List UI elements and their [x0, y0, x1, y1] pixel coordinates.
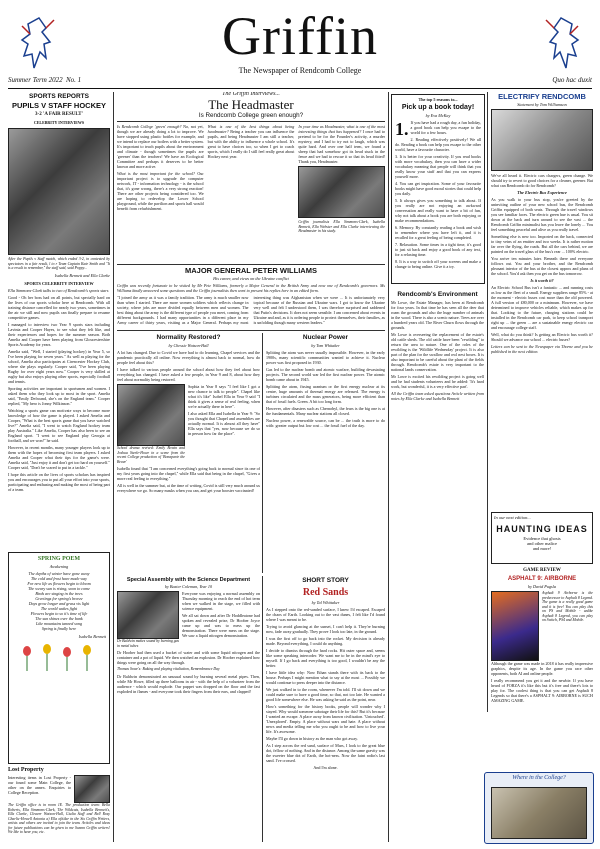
books-byline: by Eva McKay [425, 113, 451, 118]
next-edition-line: Evidence that ghosts [523, 536, 561, 541]
special-paragraph: Everyone was enjoying a normal assembly on Thursday morning to reach the end of hot term when we walked in the stage, we filled with science equipment. [182, 591, 260, 611]
electric-bus-photo [491, 109, 593, 171]
spring-poem-subtitle: Awakening [49, 564, 69, 569]
interview-q: What is the most important for the school? [117, 171, 196, 176]
sports-paragraph: I hope this article on the lives of sports scholars has inspired you and encourages you to put all your effort into your sports, participating and enthusing and making the most of being part of a team. [8, 471, 110, 492]
sports-paragraph: However, in recent months, many younger players look up to them with the hopes of becoming first team players. I asked Amelia and Cooper what their tips for the game's were. Amelia said, "Just enjoy it and don't get too hard on yourself." Cooper said, "Don't be scared to put in a tackle." [8, 444, 110, 470]
poem-line: Days grow longer and grass vis light [28, 601, 90, 606]
books-reason [395, 119, 481, 139]
reason-number: 2. [410, 137, 414, 142]
game-review-byline: by David Pugsla [528, 584, 556, 589]
sports-paragraph: I managed to interview two Year 9 sports stars including Lavinia and Cooper Hayes, to see what they felt like, and their experiences and hopes for the summer season. Both Amelia and Cooper have been playing from Gloucestershire Sports Academy for years. [8, 321, 110, 347]
sports-score: 3-2 'A FAIR RESULT' [35, 112, 83, 117]
interview-a: No, not yet, though we are already doing a lot to improve. We have stopped using plastic bottles for example, and we intend to replace our boilers with a better system. It's important to teach pupils about the environment and climate - though sometimes the pupils are 'greener' than the teachers! We have an Ecological Committee and perhaps it deserves to be better known and more active. [117, 124, 204, 169]
electrify-section [491, 92, 593, 510]
electrify-headline: ELECTRIFY RENDCOMB [498, 92, 586, 101]
books-extra: 6. Memory. By constantly reading a book and wish to remember where you have left it, and it is recalled for a great feeling of being completed. [395, 225, 481, 240]
sports-tag: CELEBRITY INTERVIEWS [33, 120, 85, 125]
column-divider [388, 92, 389, 842]
production-team-caption: The Griffin office is in room 1E. The production team: Bella Roberts, Ella Simmons-Clark, The Wildcats, Isabella Bennett's, Ella Clarke, Cleaver Watson-Hall, Giulia Staff and Bell Rosy Charlic-Howell Antonia a) Ella ofitilar in the Six Griffin Writers, artists and others are invited to join the team. Articles and ideas for future publications can be given to me Swann Griffin writers! We like to have you, etc. [8, 803, 110, 834]
story-paragraph: And I'm alone. [313, 765, 338, 770]
sports-paragraph: Good - Oh her boss had on all points, but specially hard on the lives of our sports scholar here at Rendcomb. With all training distance cancelled for nearly two years, sometimes in the air we still and now pupils can finally prepare to resume competitive games. [8, 294, 110, 320]
sports-interview-title: SPORTS CELEBRITY INTERVIEW [24, 280, 94, 286]
griffin-logo-left-icon [16, 14, 62, 72]
books-reason [395, 137, 481, 152]
electrify-subhead: Is it worth it? [530, 278, 554, 283]
environment-section [391, 290, 484, 540]
lost-property-section [8, 766, 110, 844]
headmaster-photo [298, 166, 385, 218]
spring-poem-byline: Isabella Bennett [78, 634, 106, 639]
interview-a: I once had to pretend to be for the Founder's activity, a murder mystery, and I had to try not to laugh, which was quite hard. And over one half term, we found a sheep that had somehow got its head stuck in the fence and we had to rescue it so that its head fitted! Thank you, Headmaster. [298, 129, 385, 164]
normality-paragraph: Isabella found that "I am concerned everything's going back to normal since its one of my first years going into the chapel," while Ella said that being in the chapel, "Gives a more real feeling to everything." [117, 466, 260, 481]
environment-paragraph: Mr Lowe is excited his rewilding project is going well and he had students volunteers and he added: 'It's hard work, but wonderful, it is a very effective part'. [391, 374, 484, 389]
hockey-byline: Isabella Bennett and Ella Clarke [54, 272, 110, 278]
story-paragraph: Trying to avoid glancing at the sunset, I can't help it. They're burning now, fade away gradually. They prove I look too late, in the ground. [266, 624, 385, 634]
sports-headline: PUPILS V STAFF HOCKEY [11, 101, 107, 110]
where-photo [491, 787, 587, 839]
nuclear-byline: by Tom Whitaker [311, 343, 340, 348]
special-paragraph: Dr Hoober had then used a bucket of water and with some liquid nitrogen and the container and a pot of liquid. We then watched an explosion. Dr Hoober explained how things were going on all the way through. [117, 650, 260, 665]
reason-text: You can get inspiration. Some of your favourite books might have good moral stories that could help you daily. [395, 181, 481, 196]
story-paragraph: How's something for the history books, people will wonder why I stayed. Why would someone sabotage their life for this? But it's because I wanted an escape. A place away from known civilisation. 'Untouched'. 'Unexplored'. Empty. A place without wars and hate. A place without news and media telling me who you ought to be and how to live your life. It's awesome. [266, 704, 385, 734]
story-paragraph: As I step across the red sand, surface of Mars, I look to the great blue dot, fellow of nothing. And in the distance. Among the same gravity was the sweeter blue dot of Earth, the hot-ness. Now the faint rodin's last sand. I've crossed. [266, 743, 385, 763]
normality-headline: Normality Restored? [156, 334, 221, 341]
interview-section [117, 92, 385, 262]
spring-poem-title: SPRING POEM [37, 556, 81, 562]
griffin-logo-right-icon [538, 14, 584, 72]
books-reason [395, 198, 481, 223]
game-review-label: GAME REVIEW [523, 568, 561, 573]
issue-number: No. 1 [66, 76, 82, 84]
books-reason [395, 181, 481, 196]
special-paragraph: Dr Baldwin demonstrated an unusual sound by burning several metal pipes. Then, while Mr Howe, filled up three balloons in air - with the help of a volunteer from the audience - which would explode. Our puppet was dropped on the floor and the fast exploded in flames - and everyone took their fingers from their ears, and clapped! [117, 673, 260, 694]
tulips-illustration-icon [12, 641, 106, 671]
next-edition-line: and other malice [527, 541, 557, 546]
poem-line: Greetings for spring's breeze [35, 596, 83, 601]
story-paragraph: I have little idea why: Now Ethan stands there with its back to the house. Perhaps I might mention what to say at the most ... Possibly we would continue to press deeper into the distance. [266, 670, 385, 685]
environment-paragraph: Mr Lowe, the Estate Manager, has been at Rendcomb for four years. In that time he has seen all the deer that roam the grounds and also the huge number of animals in the wood. There is also a scenic nature. Trees are over a hundred years old. The River Churn flows through the grounds. [391, 300, 484, 330]
lost-property-photo [74, 775, 110, 803]
environment-headline: Rendcomb's Environment [397, 291, 478, 298]
normality-section [117, 333, 260, 573]
nuclear-section [266, 333, 385, 573]
interview-a: Our important project is to upgrade the computer network, IT - information technology - is the school that, it's gone wrong, there's a very strong reaction! There are other projects being considered too. We are hoping to redevelop the Lower School playground, while the pavilion and sports hall would benefit from refurbishment. [117, 171, 204, 211]
poem-line: The depths of winter have gone away [28, 571, 90, 576]
books-reason [395, 154, 481, 179]
electrify-byline: Statement by Tom Williamson [517, 102, 567, 107]
electrify-closing: Letters can be sent to the Newspaper via Thorne and you be published in the next edition. [491, 344, 593, 354]
interview-q: In your time as Headmaster, what is one of the most interesting things that has happened? [298, 124, 385, 134]
books-extra: 7. Relaxation. Some times in a tight time, it's good to just sit back and enjoy a good book of any text, for a relaxing time. [395, 242, 481, 257]
story-section-label: SHORT STORY [302, 577, 349, 584]
reason-text: Reading effectively positively! We all do. Reading a book can help you escape to the other world, have a favourite character. [395, 137, 481, 152]
environment-paragraph: Mr Lowe is overseeing the replacement of the estate's old cattle sheds. The old cattle have been "rewilding" to return the area to nature. One of the roles of the rewilding is the 'Wildlife Wednesday' project. It is also part of the plan for the swallow and owl nest boxes. It is also important to be careful about the plant of the fields through. Rendcomb's estate is very important to the national lands conservation. [391, 332, 484, 372]
school-motto: Quo hac duxit [552, 76, 592, 84]
books-box-title: The top 5 reasons to... [418, 97, 458, 102]
electrify-paragraph: Well, what do you think? Is getting an Electric bus worth it? Should we advance our school ... electric buses? [491, 332, 593, 342]
special-byline: by Baxter Coleman, Year 10 [164, 584, 213, 589]
column-divider [487, 92, 488, 712]
drama-caption: School drama revived: Emily Bowin and Joshua Steele-Howe in a scene from the recent College production of 'Bonaparte the Brave' [117, 446, 185, 464]
drama-photo [117, 384, 185, 446]
reason-number: 5. [395, 198, 399, 203]
poem-line: For new life as flowers begin to bloom [27, 581, 91, 586]
reason-number: 4. [395, 181, 399, 186]
poem-line: Like mountains tanned song [35, 621, 83, 626]
interview-series: The Griffin Interviews... [222, 92, 280, 97]
lost-property-body: Interesting items in Lost Property - our found some Main College, the other on the annex. Enquiries to College Reception. [8, 775, 71, 795]
spring-poem-lines [12, 571, 106, 631]
nuclear-paragraph: Nuclear power, a renewable source, can be ... the truth is more to do with: greater output but low cost ... the fossil fuel of the day. [266, 418, 385, 428]
special-assembly-section [117, 576, 260, 648]
electrify-intro: We've all heard it. Electric cars chargers, green change. We should try to revert to good choices for a cleaner, greener. But what can Rendcomb do for Rendcomb? [491, 173, 593, 188]
special-paragraph: We all sat down and after Dr Hoddleatone had spoken and revealed prize, Dr Hoober Joyce came up and was to mess up the demonstration. There were mess on the stage. We saw a liquid nitrogen demonstration. [182, 613, 260, 638]
game-review-section [491, 566, 593, 764]
column-divider [113, 92, 114, 842]
poem-line: The cold and frost have made way [30, 576, 87, 581]
nuclear-paragraph: Splitting the atom was never usually impossible. However, in the early 1900s, many scientific communities wanted to achieve it. Nuclear power was first proposed in 1930. [266, 350, 385, 365]
sports-paragraph: Sporting activities are important to sportsmen and women. I asked them who they look up to most in the sport. Amelia said, "Emily Defroand, she's on the England team." Cooper replied, "My hero is Jonny Wilkinson." [8, 385, 110, 406]
section-rule [117, 264, 385, 265]
asphalt-cover-photo [491, 591, 539, 661]
nuclear-headline: Nuclear Power [302, 334, 349, 341]
poem-line: The world wakes fight [40, 606, 78, 611]
science-caption-2: Thomas Sowe's: Baking and playing vitaliation, Remembrance Day [117, 667, 220, 671]
peter-byline: His career, and views on the Ukraine conflict [213, 276, 289, 281]
electrify-paragraph: Something else is new too. Imported on the back, connected to tiny veins of an emitter and two weeks. It is rather motion far over the flying, the roads. But all the cars behind, we are painted on the travel glass of the bus's rear ... 100% electric. [491, 234, 593, 254]
peter-williams-section [117, 266, 385, 330]
sports-paragraph: Amelia said, "Well, I started (playing hockey) in Year 5, so I've been playing for seven years." As well as playing for the school, Amelia also participates at Cirencester Hockey Club, where she plays regularly. Cooper said, "I've been playing Rugby for over eight years now." Cooper is very skilled at rugby but also enjoys playing other sports, especially football and tennis. [8, 348, 110, 384]
next-edition-label: In our next edition... [494, 515, 531, 520]
game-caption: Asphalt 9 Airborne is the predecessor to Asphalt 8 Legend. The game is a really good game and it is free! You can play this on PS and Mobile - unlike Asphalt 8 Legend, you can play on Switch, PS4 and Mobile. [542, 591, 593, 622]
electrify-subhead: The Electric Bus Experience [517, 190, 567, 195]
sports-section-label: SPORTS REPORTS [29, 93, 89, 100]
edition-term: Summer Term 2022 [8, 76, 63, 84]
hockey-caption: After the Pupils v Staff match, which ended 3-2, in contested by spectators in a fair result, l to r Team Captain Kate Smith and "It is a result to remember," the staff said, said Poppy... [8, 257, 110, 270]
special-headline: Special Assembly with the Science Department [126, 577, 251, 583]
interview-a: Being a teacher you can influence the pupils, and being Headmaster I am still a teacher, but with the ability to influence a whole school. It's great to have choices too, so when I get to coach sports, which I really do I still feel really great about Hockey next year. [207, 129, 295, 159]
spring-poem-box [8, 552, 110, 764]
poem-line: The weary sun is rising, soon to come [28, 586, 90, 591]
red-sands-section [266, 576, 385, 842]
game-paragraph: I really recommend you get it and the newbie. If you have heard of FORZA it's like this but it's free and there's lots to play for. The coolest thing is that you can get Asphalt 8 Legends so that there's a ASPHALT 9: AIRBORNE is SUCH AMAZING GAME. [491, 678, 593, 703]
special-assembly-cont [117, 650, 260, 842]
reason-number: 3. [395, 154, 399, 159]
next-edition-box [491, 512, 593, 564]
masthead-title: Griffin [222, 6, 378, 66]
lost-property-title: Lost Property [8, 767, 44, 773]
where-title: Where in the College? [512, 775, 566, 781]
story-paragraph: I decide to dismiss through the hard rocks. Hit outer space and, seems like some speaking intercoder. We want me to be in the mind's eye to myself. If I go back and everything is too good, I wouldn't be any the better. [266, 648, 385, 668]
red-sands-headline: Red Sands [302, 587, 349, 598]
story-paragraph: Maybe I'll go down in history as the man who got away. [266, 736, 358, 741]
normality-paragraph: I also asked Ella and Isabella in Year 9: "So you thought that Chapel and assemblies are actually normal. It is almost all they have" Ella says that "yes, now because we do so in person how far the place". [188, 411, 260, 436]
sports-paragraph: Watching a sports game can motivate ways to become more knowledge of how the game is played. I asked Amelia and Cooper, "What is the best sports game that you have watched live?" Amelia said, "I went to watch England hockey team play Australia." Like Amelia, Cooper has also been to see an England sport. "I went to see England play Georgia at football, and we won!" he said. [8, 407, 110, 443]
dateline [8, 76, 592, 89]
hockey-photo [8, 128, 110, 255]
story-paragraph: As I stepped onto the red-sanded surface, I knew I'd escaped. Escaped the chaos of Earth. Looking out to the vast dunes, I felt like I'd found where I was meant to be. [266, 607, 385, 622]
normality-paragraph: I have talked to various people around the school about how they feel about how everything has changed. I have asked a few people, in Year 9 and 8, about how they feel about normality being restored. [117, 367, 260, 382]
next-edition-title: HAUNTING IDEAS [496, 524, 588, 534]
normality-paragraph: Sophia in Year 8 says "I feel like I got a new chance to talk to people". Chapel like what it's like" Isobel Ella in Year 9 said "I think it gives a sense of real feeling, when we're actually there in here". [188, 384, 260, 409]
peter-headline: MAJOR GENERAL PETER WILLIAMS [185, 266, 317, 275]
electrify-paragraph: An Electric School Bus isn't a fantastic ... and running costs as low as the fleet of a small. Energy suppliers range 85% - at the moment - electric buses cost more than the old powered. A full version of £80,000 or a minimum. However, we have determined to improve vehicles reliable, which makes up for that. Looking to the future, charging stations could be installed in the Rendcomb car park, to keep school transport right up ... the green ... are a sustainable energy electric car and encourage college staff. [491, 285, 593, 330]
books-headline: Pick up a book today! [401, 104, 475, 111]
normality-paragraph: All is well in the summer but, at the time of writing, Covid is still very much around us everywhere we go. So many masks when you can, and get your booster vaccinated! [117, 483, 260, 493]
headmaster-caption: Griffin journalists Ella Simmons-Clark, Isabella Bennett, Ella Webster and Ella Clarke interviewing the Headmaster in his study. [298, 220, 385, 233]
masthead-subtitle: The Newspaper of Rendcomb College [238, 66, 362, 75]
nuclear-paragraph: Gas led to the nuclear bomb and atomic warfare, building devastating projects. The second world war led the first nuclear power. The atomic bomb came about in 1945. [266, 367, 385, 382]
interview-title: The Headmaster [208, 97, 294, 112]
interview-col-3 [298, 124, 385, 236]
poem-line: Spring is finally here [41, 626, 77, 631]
poem-line: Flowers begin to so it's time of life [30, 611, 88, 616]
where-in-college-box [484, 772, 594, 844]
reason-number: 1. [395, 119, 409, 139]
game-paragraph: Although the game was made in 2018 it has really impressive graphics, despite its age. In the game you race other opponents, both AI and online people. [491, 661, 593, 676]
story-paragraph: We just walked in to the room, whenever I'm told. I'll sit down and we could make sure to have a good time, so that, not too late. He wanted a good life somewhere else. He was asking he said as the point, near. [266, 687, 385, 702]
poem-line: The sun shines over the bank [35, 616, 83, 621]
interview-q: Is Rendcomb College 'green' enough? [117, 124, 182, 129]
column-divider [262, 576, 263, 842]
electrify-paragraph: As you walk to your bus stop, you're greeted by the uninviting outline of your new school bus, the Rendcomb Griffin equipped of both seats. Through the travel windows you see familiar faces. The electric green hue is usual. You sit down at the back and turn around to see the vast ... the Rendcomb Griffin minimalist has you leave the lonely ... You feel something peaceful and alive as you really travel. [491, 197, 593, 232]
masthead [0, 8, 600, 75]
next-edition-line: and more! [532, 546, 552, 551]
game-review-headline: ASPHALT 9: AIRBORNE [507, 576, 577, 582]
column-divider [262, 333, 263, 573]
red-sands-byline: by Tal Whittaker [311, 600, 340, 605]
electrify-paragraph: You arrive ten minutes later. Beneath there and everyone follows out. You and your brother, and the Rendcomb pleasant interior of the bus at the closest approx and plans of the school. You'd ask then you get on the bus tomorrow. [491, 256, 593, 276]
reason-text: It is better for your creativity. If you read books with more vocabulary, then you can have a wider vocabulary meaning that people will think that you really know your stuff and that you can express yourself more. [395, 154, 481, 179]
books-extra: 8. It is a way to switch off your screens and make a change to being online. Give it a try. [395, 259, 481, 269]
interview-question: Is Rendcomb College green enough? [117, 112, 385, 122]
peter-intro: Griffin was recently fortunate to be visited by Mr Pete Williams, formerly a Major General in the British Army and now one of Rendcomb's governors. Ms Williams kindly answered some questions and the Griffin journalists then went to present his replies here in an edited form. [117, 283, 385, 293]
sports-interview-byline: Ella Simmons-Clark talks to two of Rendcomb's sports stars [8, 287, 109, 293]
normality-paragraph: A lot has changed. Due to Covid we have had to do learning, Chapel services and the pandemic practically all online. Now everything is almost back to normal, how do people feel about this? [117, 350, 260, 365]
nuclear-paragraph: However, after disasters such as Chernobyl, the fears is the big one is at the fundamentals. Many nuclear stations all closed. [266, 406, 385, 416]
story-paragraph: I was the first off to go back into the rocket. My decision is already made. Beyond everything, I could do anything. [266, 636, 385, 646]
reason-text: It always gives you something to talk about. If you really are not enjoying an awkward conversation and really want to have a bit of fun, why not talk about a book you are both enjoying or make recommendations. [395, 198, 481, 223]
normality-byline: by Chessie Watson-Hall [168, 343, 209, 348]
interview-col-2 [208, 124, 295, 236]
nuclear-paragraph: Splitting the atom, fissing uranium or the first energy nuclear at its centre, huge amounts of thermal energy are released. The energy is turbines circulated and the mass generators, being more efficient than that of fossil fuels. Green. A bit too long form. [266, 384, 385, 404]
poem-line: Birds are singing in the trees [35, 591, 83, 596]
science-photo [117, 591, 179, 639]
books-box [391, 94, 485, 284]
peter-body: "I joined the army as it was a family tradition. The army is much smaller now than when I started. There are more women soldiers which reflects change in society, where jobs are more divided equally between men and women. The best thing about the army is the different type of people you meet, coming from different backgrounds. I had many opportunities in a different place in my Army career of thirty years, visiting as a Major General. Perhaps my most interesting thing was Afghanistan when we were ... It is unfortunately very topical because of the Russian and Ukraine wars. I got to know the Ukraine very well and felt I understood them, I was therefore surprised and saddened that Putin's decisions. It does not seem sensible. I am concerned about events in Ukraine and and, as it is ordering people to protect themselves, their families, as is unfolding though many western leaders." [117, 295, 385, 325]
section-rule [117, 330, 385, 331]
interview-col-1 [117, 124, 204, 236]
environment-credit: All the Griffin team asked questions Article written from notes by Ella Clarke and Isabella Bennett [391, 391, 484, 401]
reason-text: If you have had a rough day, a fun holiday, a good book can help you escape to the world for a few hours. [410, 120, 481, 135]
interview-q: What is one of the best things about being headmaster? [207, 124, 295, 134]
science-caption: Dr Baldwin makes sound by burning gas in metal tubes [117, 639, 180, 648]
